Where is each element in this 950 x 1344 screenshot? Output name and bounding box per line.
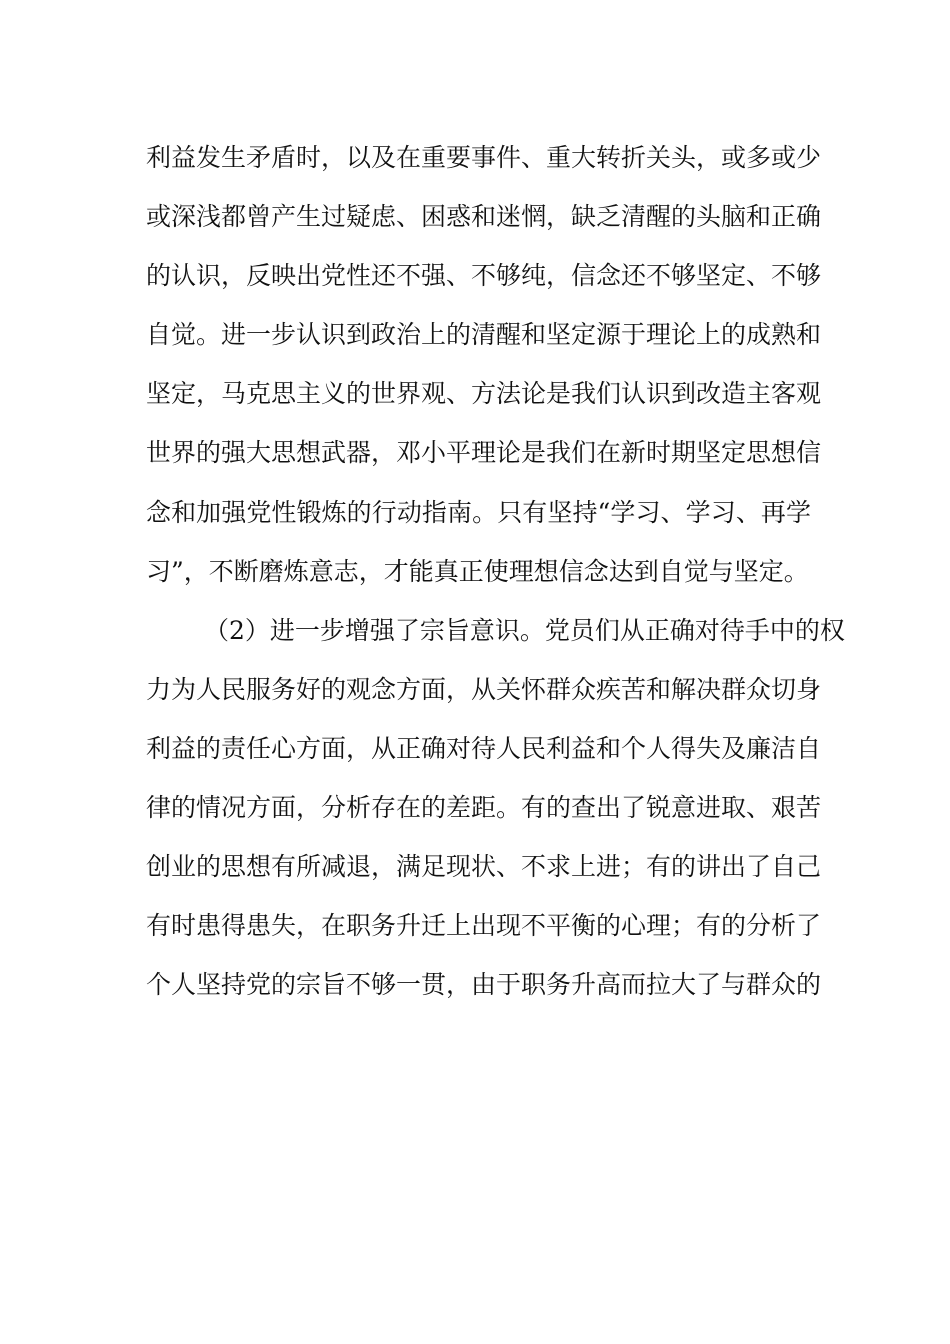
text-line: 的认识，反映出党性还不强、不够纯，信念还不够坚定、不够 — [146, 261, 822, 291]
text-line: 个人坚持党的宗旨不够一贯，由于职务升高而拉大了与群众的 — [146, 970, 822, 1000]
text-line: 念和加强党性锻炼的行动指南。只有坚持“学习、学习、再学 — [146, 497, 811, 527]
text-line: 有时患得患失，在职务升迁上出现不平衡的心理；有的分析了 — [146, 911, 822, 941]
text-line: 世界的强大思想武器，邓小平理论是我们在新时期坚定思想信 — [146, 438, 822, 468]
text-line: 或深浅都曾产生过疑虑、困惑和迷惘，缺乏清醒的头脑和正确 — [146, 202, 822, 232]
text-line: 自觉。进一步认识到政治上的清醒和坚定源于理论上的成熟和 — [146, 320, 822, 350]
body-text — [146, 128, 845, 1014]
text-line: 利益的责任心方面，从正确对待人民利益和个人得失及廉洁自 — [146, 733, 822, 763]
paragraph-end-line: 习”，不断磨炼意志，才能真正使理想信念达到自觉与坚定。 — [146, 556, 809, 586]
text-line: 力为人民服务好的观念方面，从关怀群众疾苦和解决群众切身 — [146, 674, 822, 704]
text-line: 利益发生矛盾时，以及在重要事件、重大转折关头，或多或少 — [146, 143, 822, 172]
text-line: 坚定，马克思主义的世界观、方法论是我们认识到改造主客观 — [146, 379, 822, 409]
text-line: 律的情况方面，分析存在的差距。有的查出了锐意进取、艰苦 — [146, 793, 822, 823]
paragraph-start-line: （2）进一步增强了宗旨意识。党员们从正确对待手中的权 — [204, 615, 845, 645]
text-line: 创业的思想有所减退，满足现状、不求上进；有的讲出了自己 — [146, 852, 822, 882]
